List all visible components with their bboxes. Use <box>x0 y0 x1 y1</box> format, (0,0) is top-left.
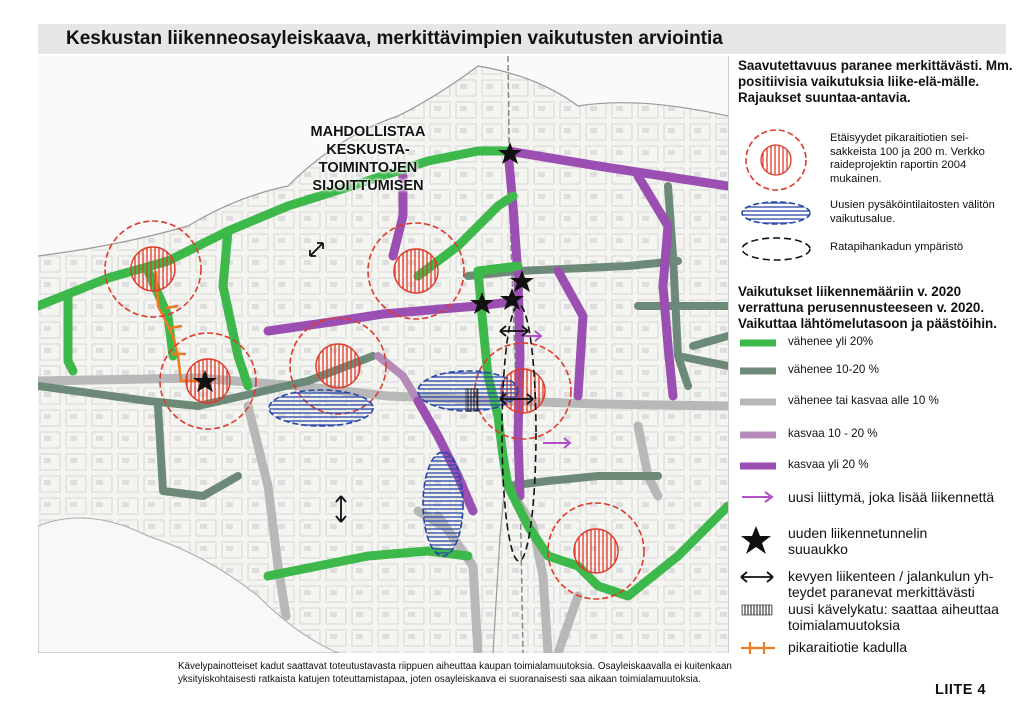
legend-pedestrian-street-text: uusi kävelykatu: saattaa aiheuttaa toimialamuutoksia <box>788 601 999 633</box>
map-annotation-label <box>293 123 443 195</box>
parking-zone-3 <box>423 452 463 556</box>
legend-panel <box>738 56 1018 655</box>
page-id: LIITE 4 <box>935 682 987 698</box>
legend-decrease-10-20 <box>738 362 1018 380</box>
star-icon <box>738 524 778 558</box>
ratapiha-legend-icon <box>738 234 818 264</box>
legend-decrease-over-20 <box>738 334 1018 352</box>
double-arrow-icon <box>738 566 778 588</box>
line-swatch-increase-over-20 <box>738 457 778 475</box>
legend-increase-10-20 <box>738 426 1018 444</box>
tram-stop-legend-icon <box>738 128 818 192</box>
title-bar <box>38 24 1006 54</box>
legend-tunnel <box>738 524 1018 558</box>
legend-pedestrian-street <box>738 602 1018 636</box>
legend-tunnel-text: uuden liikennetunnelin suuaukko <box>788 525 928 557</box>
legend-tram-on-street <box>738 638 1018 658</box>
legend-tram-stop-text: Etäisyydet pikaraitiotien sei-sakkeista 100 ja 200 m. Verkko raideprojektin raportin 2004 mukainen. <box>830 132 985 185</box>
legend-pedestrian-connection-text: kevyen liikenteen / jalankulun yh-teydet paranevat merkittävästi <box>788 568 994 600</box>
parking-legend-icon <box>738 198 818 228</box>
legend-tram-stop <box>738 128 1018 190</box>
tram-line-icon <box>738 638 778 658</box>
line-swatch-increase-10-20 <box>738 426 778 444</box>
legend-ratapiha-text: Ratapihankadun ympäristö <box>830 241 964 253</box>
junction-arrow-icon <box>738 487 778 507</box>
map-label-line-1: MAHDOLLISTAA <box>310 124 426 140</box>
page-title: Keskustan liikenneosayleiskaava, merkittävimpien vaikutusten arviointia <box>66 28 723 49</box>
pedestrian-street-mark <box>466 389 478 411</box>
legend-intro: Saavutettavuus paranee merkittävästi. Mm. positiivisia vaikutuksia liike-elä-mälle. Rajaukset suuntaa-antavia. <box>738 58 1013 105</box>
parking-zone-1 <box>269 390 373 426</box>
map-label-line-4: SIJOITTUMISEN <box>312 178 424 194</box>
legend-change-under-10 <box>738 393 1018 411</box>
legend-new-junction <box>738 487 1018 507</box>
legend-parking <box>738 198 1018 228</box>
legend-tram-on-street-text: pikaraitiotie kadulla <box>788 639 908 655</box>
legend-ratapiha <box>738 234 1018 264</box>
map-label-line-2: KESKUSTA- <box>326 142 410 158</box>
footnote: Kävelypainotteiset kadut saattavat toteutustavasta riippuen aiheuttaa kaupan toimialamuutoksia. Osayleiskaavalla ei kuitenkaan yksityiskohtaisesti ratkaista katujen toteuttamistapaa, joten osayleiskaava ei suoranaisesti saa aikaan toimialamuutoksia. <box>178 661 732 685</box>
pedestrian-street-icon <box>738 602 778 618</box>
legend-new-junction-text: uusi liittymä, joka lisää liikennettä <box>788 489 995 505</box>
legend-increase-over-20-text: kasvaa yli 20 % <box>788 458 869 471</box>
legend-decrease-over-20-text: vähenee yli 20% <box>788 335 874 348</box>
legend-increase-10-20-text: kasvaa 10 - 20 % <box>788 427 878 440</box>
legend-decrease-10-20-text: vähenee 10-20 % <box>788 363 879 376</box>
legend-increase-over-20 <box>738 457 1018 475</box>
legend-pedestrian-connection <box>738 566 1018 600</box>
map-label-line-3: TOIMINTOJEN <box>318 160 418 176</box>
legend-impact-title: Vaikutukset liikennemääriin v. 2020 verrattuna perusennusteeseen v. 2020. Vaikuttaa lähtömelutasoon ja päästöihin. <box>738 284 997 331</box>
map-panel <box>38 56 729 653</box>
line-swatch-change-under-10 <box>738 393 778 411</box>
line-swatch-decrease-over-20 <box>738 334 778 352</box>
legend-parking-text: Uusien pysäköintilaitosten välitön vaikutusalue. <box>830 199 995 225</box>
legend-change-under-10-text: vähenee tai kasvaa alle 10 % <box>788 394 939 407</box>
line-swatch-decrease-10-20 <box>738 362 778 380</box>
